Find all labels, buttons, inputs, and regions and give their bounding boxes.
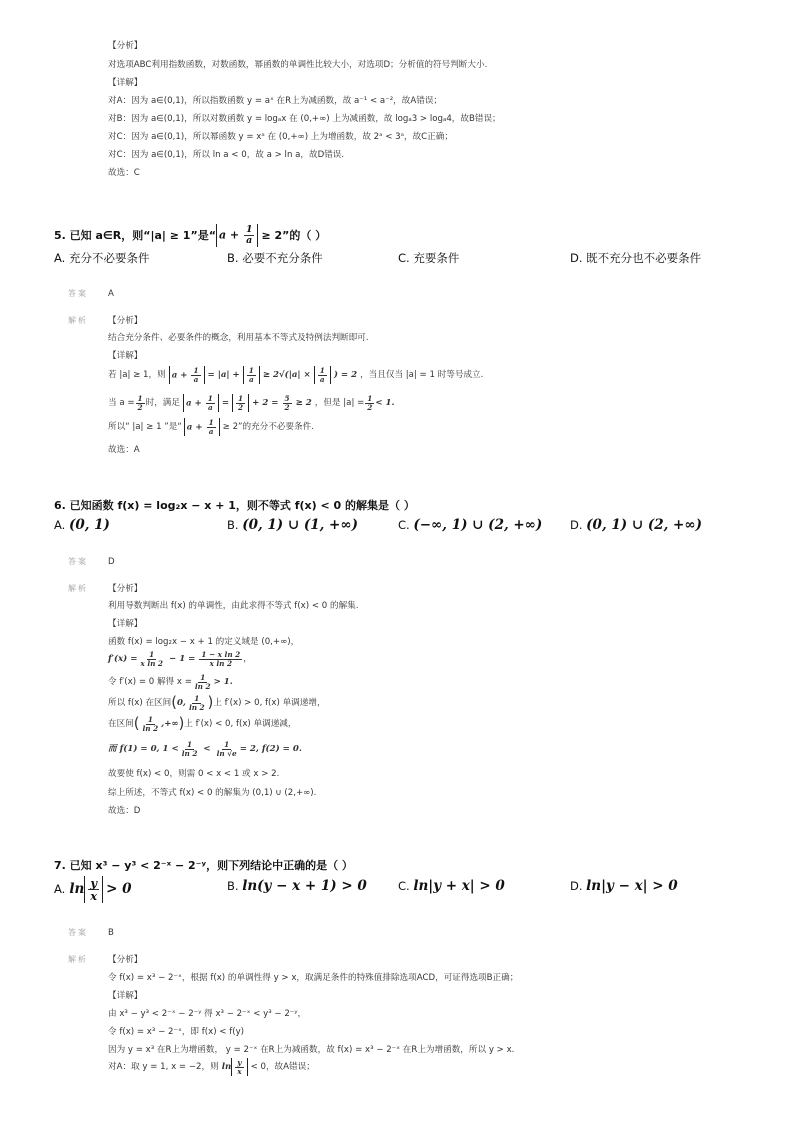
q6-fenxi-text: 利用导数判断出 f(x) 的单调性，由此求得不等式 f(x) < 0 的解集. xyxy=(108,601,359,611)
q6-detail-line-4: 所以 f(x) 在区间 ( 0, $\frac{1}{\ln 2}$ ) 上 f′(x) > 0, f(x) 单调递增， xyxy=(108,693,326,712)
q5-detail-line-3: 所以“ |a| ≥ 1 ”是“ a + $\frac{1}{a}$ ≥ 2”的充分不必要条件. xyxy=(108,418,314,436)
q6-option-a[interactable]: A. (0, 1) xyxy=(54,517,110,533)
q6-detail-line-2: f′(x) = $\frac{1}{\text{x ln 2}}$ − 1 = $\frac{\text{1 − x ln 2}}{\text{x ln 2}}$ ， xyxy=(108,650,252,668)
q6-detail-line-1: 函数 f(x) = log₂x − x + 1 的定义域是 (0,+∞)， xyxy=(108,637,300,647)
q7-fenxi-tag: 【分析】 xyxy=(108,955,143,965)
q6-detail-line-7: 故要使 f(x) < 0，则需 0 < x < 1 或 x > 2. xyxy=(108,769,280,779)
q4-line-c: 对C：因为 a∈(0,1)，所以幂函数 y = xᵃ 在 (0,+∞) 上为增函数，故 2ᵃ < 3ᵃ，故C正确； xyxy=(108,132,453,142)
q7-stem: 7. 已知 x³ − y³ < 2⁻ˣ − 2⁻ʸ，则下列结论中正确的是（ ） xyxy=(54,859,353,872)
q5-answer: A xyxy=(108,289,114,299)
q5-option-a[interactable]: A. 充分不必要条件 xyxy=(54,251,150,265)
q7-option-d[interactable]: D. ln|y − x| > 0 xyxy=(570,878,678,894)
q5-option-b[interactable]: B. 必要不充分条件 xyxy=(227,251,323,265)
q7-answer-tag: 答案 xyxy=(68,928,88,937)
q7-fenxi-text: 令 f(x) = x³ − 2⁻ˣ，根据 f(x) 的单调性得 y > x，取满足条件的特殊值排除选项ACD，可证得选项B正确； xyxy=(108,973,519,983)
q7-answer: B xyxy=(108,928,114,938)
q5-choose: 故选：A xyxy=(108,445,140,455)
q7-option-a[interactable]: A. ln $\frac{y}{x}$ > 0 xyxy=(54,876,132,904)
q5-fenxi-tag: 【分析】 xyxy=(108,316,143,326)
q5-detail-line-1: 若 |a| ≥ 1，则 a + $\frac{1}{a}$ = |a| + $\frac{1}{a}$ ≥ 2√(|a| × $\frac{1}{a}$ ) = 2 ，当且仅当 |a| = 1 时等号成立. xyxy=(108,366,484,384)
q7-detail-line-3: 因为 y = x³ 在R上为增函数， y = 2⁻ˣ 在R上为减函数，故 f(x) = x³ − 2⁻ˣ 在R上为增函数，所以 y > x. xyxy=(108,1045,515,1055)
q5-stem xyxy=(54,224,326,247)
q4-fenxi-tag: 【分析】 xyxy=(108,41,143,51)
q6-detail-line-5: 在区间 ( $\frac{1}{\ln 2}$ ,+∞ ) 上 f′(x) < 0, f(x) 单调递减， xyxy=(108,714,297,733)
q6-choose: 故选：D xyxy=(108,806,141,816)
q4-line-a: 对A：因为 a∈(0,1)，所以指数函数 y = aˣ 在R上为减函数，故 a⁻¹ < a⁻²，故A错误； xyxy=(108,96,443,106)
q7-analysis-tag: 解析 xyxy=(68,955,88,964)
q6-detail-line-6: 而 f(1) = 0, 1 < $\frac{1}{\ln 2}$ < $\frac{1}{\ln √e}$ = 2, f(2) = 0. xyxy=(108,740,302,758)
q5-fenxi-text: 结合充分条件、必要条件的概念，利用基本不等式及特例法判断即可. xyxy=(108,333,369,343)
q4-xiangjie-tag: 【详解】 xyxy=(108,78,143,88)
q6-answer: D xyxy=(108,557,115,567)
q6-option-c[interactable]: C. (−∞, 1) ∪ (2, +∞) xyxy=(398,517,543,533)
q6-fenxi-tag: 【分析】 xyxy=(108,584,143,594)
q7-xiangjie-tag: 【详解】 xyxy=(108,991,143,1001)
q5-detail-line-2: 当 a = $\frac{1}{2}$ 时，满足 a + $\frac{1}{a}$ = $\frac{1}{2}$ + 2 = $\frac{5}{2}$ ≥ 2 ，但是 |a| = $\frac{1}{2}$ < 1. xyxy=(108,394,395,412)
q4-line-d: 对C：因为 a∈(0,1)，所以 ln a < 0，故 a > ln a，故D错误. xyxy=(108,150,345,160)
q5-option-c[interactable]: C. 充要条件 xyxy=(398,251,460,265)
q4-line-b: 对B：因为 a∈(0,1)，所以对数函数 y = logₐx 在 (0,+∞) 上为减函数，故 logₐ3 > logₐ4，故B错误； xyxy=(108,114,501,124)
q6-analysis-tag: 解析 xyxy=(68,584,88,593)
q7-detail-line-2: 令 f(x) = x³ − 2⁻ˣ，即 f(x) < f(y) xyxy=(108,1027,245,1037)
q5-option-d[interactable]: D. 既不充分也不必要条件 xyxy=(570,251,702,265)
q4-fenxi-text: 对选项ABC利用指数函数，对数函数，幂函数的单调性比较大小，对选项D；分析值的符号判断大小. xyxy=(108,60,488,70)
q4-choose: 故选：C xyxy=(108,168,140,178)
q5-xiangjie-tag: 【详解】 xyxy=(108,351,143,361)
q5-answer-tag: 答案 xyxy=(68,289,88,298)
q5-stem-prefix: 5. 已知 a∈R，则“|a| ≥ 1”是“ xyxy=(54,228,216,242)
q5-stem-abs: a + $\frac{1}{a}$ xyxy=(216,224,259,247)
q6-detail-line-8: 综上所述，不等式 f(x) < 0 的解集为 (0,1) ∪ (2,+∞). xyxy=(108,788,317,798)
q7-option-c[interactable]: C. ln|y + x| > 0 xyxy=(398,878,505,894)
q6-option-d[interactable]: D. (0, 1) ∪ (2, +∞) xyxy=(570,517,702,533)
q6-detail-line-3: 令 f′(x) = 0 解得 x = $\frac{1}{\ln 2}$ > 1. xyxy=(108,673,233,691)
q6-stem: 6. 已知函数 f(x) = log₂x − x + 1，则不等式 f(x) < 0 的解集是（ ） xyxy=(54,499,415,512)
q7-detail-line-4: 对A：取 y = 1, x = −2，则 ln $\frac{y}{x}$ < 0，故A错误； xyxy=(108,1058,315,1076)
q5-analysis-tag: 解析 xyxy=(68,316,88,325)
q5-stem-suffix: ≥ 2”的（ ） xyxy=(261,228,327,242)
q6-xiangjie-tag: 【详解】 xyxy=(108,619,143,629)
q6-option-b[interactable]: B. (0, 1) ∪ (1, +∞) xyxy=(227,517,359,533)
q6-answer-tag: 答案 xyxy=(68,557,88,566)
q7-detail-line-1: 由 x³ − y³ < 2⁻ˣ − 2⁻ʸ 得 x³ − 2⁻ˣ < y³ − 2⁻ʸ， xyxy=(108,1009,307,1019)
q7-option-b[interactable]: B. ln(y − x + 1) > 0 xyxy=(227,878,367,894)
